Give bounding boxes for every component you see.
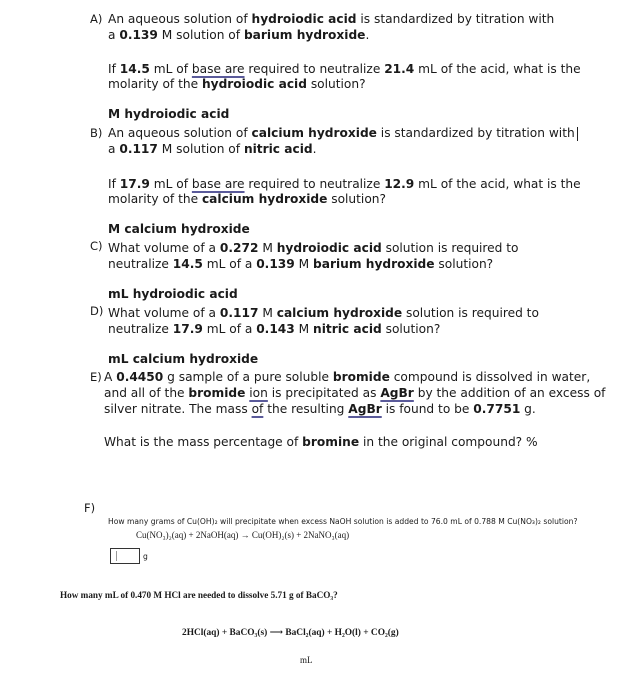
- part-b-answer-label: M calcium hydroxide: [108, 222, 250, 236]
- part-d-label: D): [90, 304, 104, 318]
- part-d-answer-label: mL calcium hydroxide: [108, 352, 259, 366]
- part-a-intro-line2: a 0.139 M solution of barium hydroxide.: [108, 28, 370, 42]
- part-g-question: How many mL of 0.470 M HCl are needed to dissolve 5.71 g of BaCO₃?: [60, 590, 338, 600]
- part-b-label: B): [90, 126, 103, 140]
- part-b-question-line2: molarity of the calcium hydroxide solution?: [108, 192, 386, 206]
- part-d-question-line1: What volume of a 0.117 M calcium hydroxide solution is required to: [108, 306, 539, 320]
- part-f-question: How many grams of Cu(OH)₂ will precipitate when excess NaOH solution is added to 76.0 mL of 0.788 M Cu(NO₃)₂ solution?: [108, 517, 578, 526]
- part-a-answer-label: M hydroiodic acid: [108, 107, 230, 121]
- part-d-question-line2: neutralize 17.9 mL of a 0.143 M nitric acid solution?: [108, 322, 441, 336]
- part-g-unit: mL: [300, 655, 313, 665]
- part-f-unit: g: [143, 552, 148, 561]
- part-b-intro-line1: An aqueous solution of calcium hydroxide is standardized by titration with: [108, 125, 578, 141]
- part-f-equation: Cu(NO₃)₂(aq) + 2NaOH(aq) → Cu(OH)₂(s) + 2NaNO₃(aq): [136, 530, 350, 540]
- part-a-intro-line1: An aqueous solution of hydroiodic acid is standardized by titration with: [108, 12, 555, 26]
- part-a-question-line1: If 14.5 mL of base are required to neutralize 21.4 mL of the acid, what is the: [108, 62, 581, 76]
- part-e-line2: and all of the bromide ion is precipitated as AgBr by the addition of an excess of: [104, 386, 606, 400]
- part-e-line3: silver nitrate. The mass of the resulting AgBr is found to be 0.7751 g.: [104, 402, 536, 416]
- part-b-intro-line2: a 0.117 M solution of nitric acid.: [108, 142, 317, 156]
- text-cursor: [577, 127, 578, 141]
- part-g-equation: 2HCl(aq) + BaCO₃(s) ⟶ BaCl₂(aq) + H₂O(l) + CO₂(g): [182, 628, 399, 638]
- part-a-label: A): [90, 12, 103, 26]
- part-f-answer-input[interactable]: [110, 548, 140, 564]
- part-c-question-line2: neutralize 14.5 mL of a 0.139 M barium hydroxide solution?: [108, 257, 494, 271]
- part-b-question-line1: If 17.9 mL of base are required to neutralize 12.9 mL of the acid, what is the: [108, 177, 581, 191]
- part-e-label: E): [90, 370, 102, 384]
- part-a-question-line2: molarity of the hydroiodic acid solution?: [108, 77, 366, 91]
- part-c-label: C): [90, 239, 103, 253]
- part-c-question-line1: What volume of a 0.272 M hydroiodic acid solution is required to: [108, 241, 519, 255]
- part-f-label: F): [84, 501, 96, 515]
- part-e-question: What is the mass percentage of bromine in the original compound? %: [104, 435, 538, 449]
- part-e-line1: A 0.4450 g sample of a pure soluble bromide compound is dissolved in water,: [104, 370, 591, 384]
- part-c-answer-label: mL hydroiodic acid: [108, 287, 238, 301]
